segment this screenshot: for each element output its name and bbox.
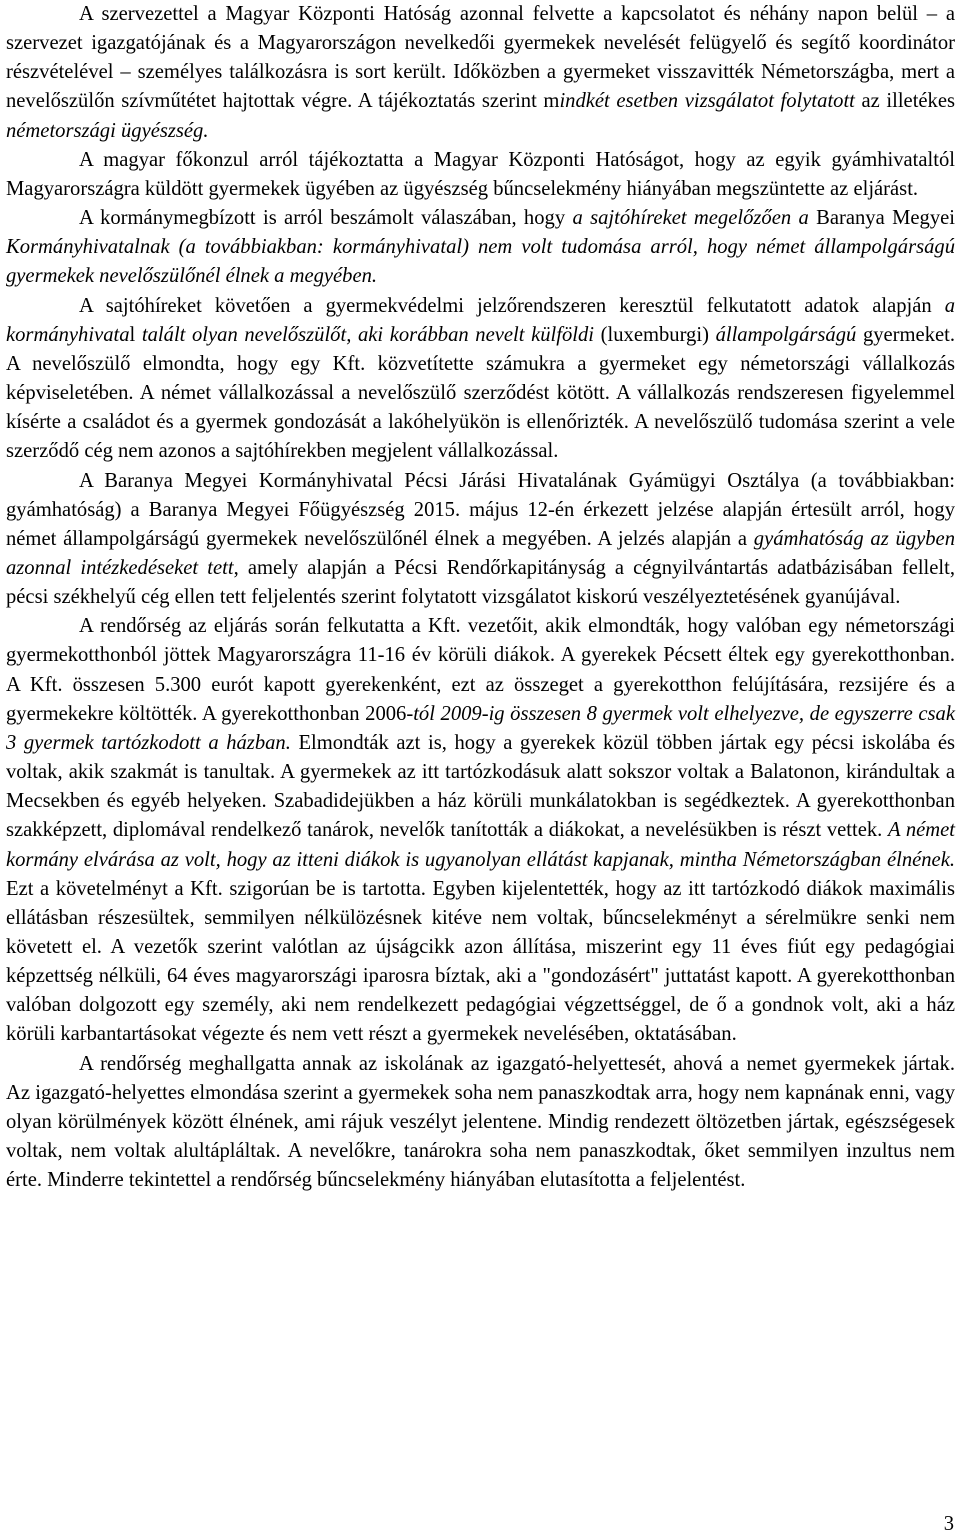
italic-text: indkét esetben vizsgálatot folytatott xyxy=(559,90,855,113)
text-run: , amely alapján a Pécsi Rendőrkapitányság a cégnyilvántartás adatbázisában fellelt, pécsi székhelyű cég ellen tett feljelentés szerint folytatott vizsgálatot kiskorú veszélyeztetésének gyanújával. xyxy=(6,556,956,609)
text-run: A szervezettel a Magyar Központi Hatóság azonnal felvette a kapcsolatot és néhány napon belül – a szervezet igazgatójának és a Magyarországon nevelkedői gyermekek nevelését felügyelő és segítő koordinátor részvételével – személyes találkozásra is sort került. Időközben a gyermeket visszavitték Németországba, mert a nevelőszülőn szívműtétet hajtottak végre. A tájékoztatás szerint m xyxy=(6,3,955,113)
text-run: l xyxy=(129,323,142,346)
page-number: 3 xyxy=(943,1513,954,1535)
text-run: A rendőrség az eljárás során felkutatta a Kft. vezetőit, akik elmondták, hogy valóban egy németországi gyermekotthonból jöttek Magyarországra 11-16 év körüli diákok. A gyerekek Pécsett éltek egy gyerekotthonban. A Kft. összesen 5.300 eurót kapott gyerekenként, ezt az összeget a gyerekotthon felújítására, rezsijére és a gyermekekre költötték. A gyerekotthonban 2006- xyxy=(6,615,955,725)
text-run: az illetékes xyxy=(854,90,956,113)
paragraph xyxy=(6,204,955,291)
paragraph xyxy=(6,146,955,204)
italic-text: állampolgárságú xyxy=(715,323,857,346)
italic-text: a kormányhivata xyxy=(6,294,955,346)
paragraph xyxy=(6,467,955,613)
text-run: A kormánymegbízott is arról beszámolt válaszában, hogy xyxy=(79,207,573,230)
italic-text: Kormányhivatalnak (a továbbiakban: kormányhivatal) nem volt tudomása arról, hogy német állampolgárságú gyermekek nevelőszülőnél élnek a megyében. xyxy=(6,236,955,288)
italic-text: a sajtóhíreket megelőzően a xyxy=(572,207,809,230)
paragraph xyxy=(6,1050,955,1196)
paragraph xyxy=(6,292,955,467)
body-text xyxy=(6,0,955,1195)
italic-text: talált olyan nevelőszülőt, aki korábban nevelt külföldi xyxy=(141,323,595,346)
italic-text: gyámhatóság az ügyben azonnal intézkedéseket tett xyxy=(6,527,955,579)
text-run: Elmondták azt is, hogy a gyerekek közül többen jártak egy pécsi iskolába és voltak, akik szakmát is tanultak. A gyermekek az itt tartózkodásuk alatt sokszor voltak a Balatonon, kirándultak a Mecsekben és egyéb helyeken. Szabadidejükben a ház körüli munkálatokban is segédkeztek. A gyerekotthonban szakképzett, diplomával rendelkező tanárok, nevelők tanították a diákokat, a nevelésükben is részt vettek. xyxy=(6,731,955,842)
italic-text: tól 2009-ig összesen 8 gyermek volt elhelyezve, de egyszerre csak 3 gyermek tartózkodott a házban. xyxy=(6,702,955,754)
text-run: A magyar főkonzul arról tájékoztatta a Magyar Központi Hatóságot, hogy az egyik gyámhivataltól Magyarországra küldött gyermekek ügyében az ügyészség bűncselekmény hiányában megszüntette az eljárást. xyxy=(6,148,955,200)
text-run: A Baranya Megyei Kormányhivatal Pécsi Járási Hivatalának Gyámügyi Osztálya (a továbbiakban: gyámhatóság) a Baranya Megyei Főügyészség 2015. május 12-én érkezett jelzése alapján értesült arról, hogy német állampolgárságú gyermekek nevelőszülőnél élnek a megyében. A jelzés alapján a xyxy=(6,469,955,550)
text-run: A sajtóhíreket követően a gyermekvédelmi jelzőrendszeren keresztül felkutatott adatok alapján xyxy=(79,294,945,317)
paragraph xyxy=(6,0,955,146)
text-run: gyermeket. A nevelőszülő elmondta, hogy egy Kft. közvetítette számukra a gyermeket egy németországi vállalkozás képviseletében. A német vállalkozással a nevelőszülő szerződést kötött. A vállalkozás rendszeresen figyelemmel kísérte a családot és a gyermek gondozását a lakóhelyükön is ellenőrizték. A nevelőszülő tudomása szerint a vele szerződő cég nem azonos a sajtóhírekben megjelent vállalkozással. xyxy=(6,323,955,463)
document-page xyxy=(6,0,955,1195)
paragraph xyxy=(6,612,955,1049)
text-run: Ezt a követelményt a Kft. szigorúan be is tartotta. Egyben kijelentették, hogy az itt tartózkodó diákok maximális ellátásban részesültek, semmilyen nélkülözésnek kitéve nem voltak, bűncselekményt a sérelmükre senki nem követett el. A vezetők szerint valótlan az újságcikk azon állítása, miszerint egy 11 éves fiút egy pedagógiai képzettség nélküli, 64 éves magyarországi iparosra bíztak, aki a "gondozásért" juttatást kapott. A gyerekotthonban valóban dolgozott egy személy, aki nem rendelkezett pedagógiai végzettséggel, de ő a gondnok volt, aki a ház körüli karbantartásokat végezte és nem vett részt a gyermekek nevelésében, oktatásában. xyxy=(6,877,955,1046)
text-run: (luxemburgi) xyxy=(594,323,716,346)
italic-text: A német kormány elvárása az volt, hogy az itteni diákok is ugyanolyan ellátást kapjanak, mintha Németországban élnének. xyxy=(6,819,955,871)
text-run: A rendőrség meghallgatta annak az iskolának az igazgató-helyettesét, ahová a nemet gyermekek jártak. Az igazgató-helyettes elmondása szerint a gyermekek soha nem panaszkodtak arra, hogy nem kapnának enni, vagy olyan körülmények között élnének, ami rájuk veszélyt jelentene. Mindig rendezett öltözetben jártak, egészségesek voltak, nem voltak alultápláltak. A nevelőkre, tanárokra soha nem panaszkodtak, őket semmilyen inzultus nem érte. Minderre tekintettel a rendőrség bűncselekmény hiányában elutasította a feljelentést. xyxy=(6,1052,955,1192)
text-run: Baranya Megyei xyxy=(808,207,955,230)
italic-text: németországi ügyészség. xyxy=(6,119,209,142)
